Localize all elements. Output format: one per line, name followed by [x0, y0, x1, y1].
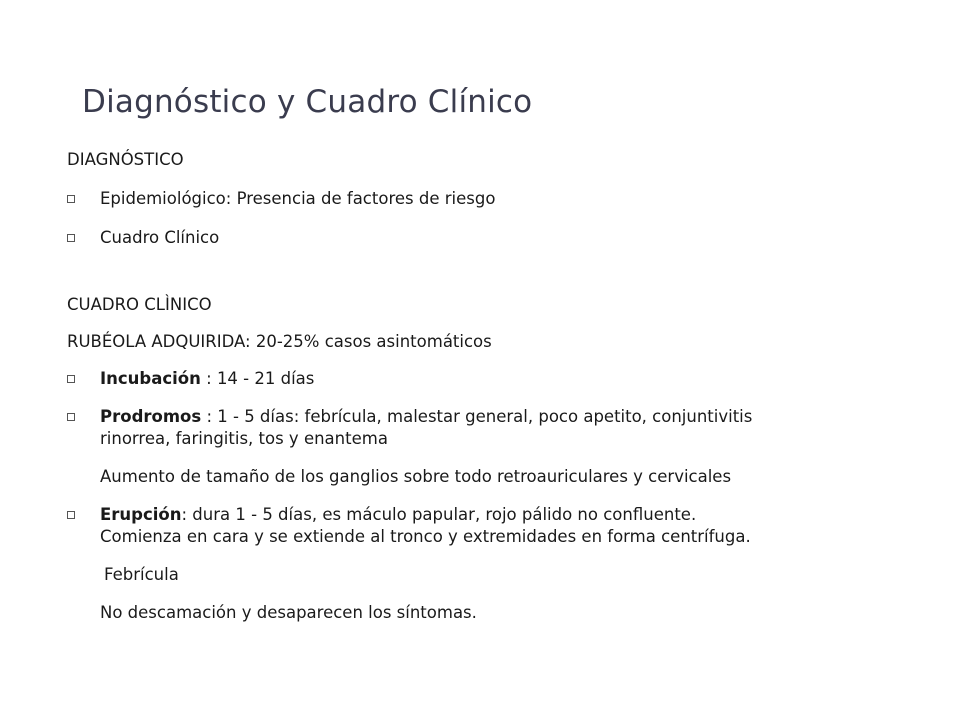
square-bullet-icon: [67, 413, 75, 421]
incubacion-label: Incubación: [100, 369, 201, 388]
febricula-text: Febrícula: [104, 565, 179, 584]
erupcion-text-line1: : dura 1 - 5 días, es máculo papular, rojo pálido no confluente.: [181, 505, 697, 524]
prodromos-label: Prodromos: [100, 407, 202, 426]
bullet-cuadro-clinico-text: Cuadro Clínico: [100, 228, 220, 247]
descamacion-text: No descamación y desaparecen los síntomas.: [100, 603, 477, 622]
bullet-prodromos: [67, 406, 947, 450]
cuadro-heading: CUADRO CLÌNICO: [67, 295, 212, 314]
incubacion-text: : 14 - 21 días: [200, 369, 315, 388]
diagnostico-heading: DIAGNÓSTICO: [67, 150, 184, 169]
slide-content: [67, 149, 947, 624]
erupcion-text-line2: Comienza en cara y se extiende al tronco y extremidades en forma centrífuga.: [100, 527, 751, 546]
bullet-epidemiologico: [67, 188, 947, 210]
square-bullet-icon: [67, 234, 75, 242]
slide-title: Diagnóstico y Cuadro Clínico: [82, 84, 533, 120]
square-bullet-icon: [67, 511, 75, 519]
rubeola-subheading: RUBÉOLA ADQUIRIDA: 20-25% casos asintomáticos: [67, 332, 492, 351]
prodromos-text-line1: : 1 - 5 días: febrícula, malestar general, poco apetito, conjuntivitis: [201, 407, 753, 426]
erupcion-label: Erupción: [100, 505, 182, 524]
bullet-erupcion: [67, 504, 947, 548]
bullet-cuadro-clinico: [67, 227, 947, 249]
bullet-epidemiologico-text: Epidemiológico: Presencia de factores de riesgo: [100, 189, 496, 208]
bullet-incubacion: [67, 368, 947, 390]
square-bullet-icon: [67, 375, 75, 383]
prodromos-text-line2: rinorrea, faringitis, tos y enantema: [100, 429, 388, 448]
square-bullet-icon: [67, 195, 75, 203]
ganglios-text: Aumento de tamaño de los ganglios sobre todo retroauriculares y cervicales: [100, 467, 732, 486]
